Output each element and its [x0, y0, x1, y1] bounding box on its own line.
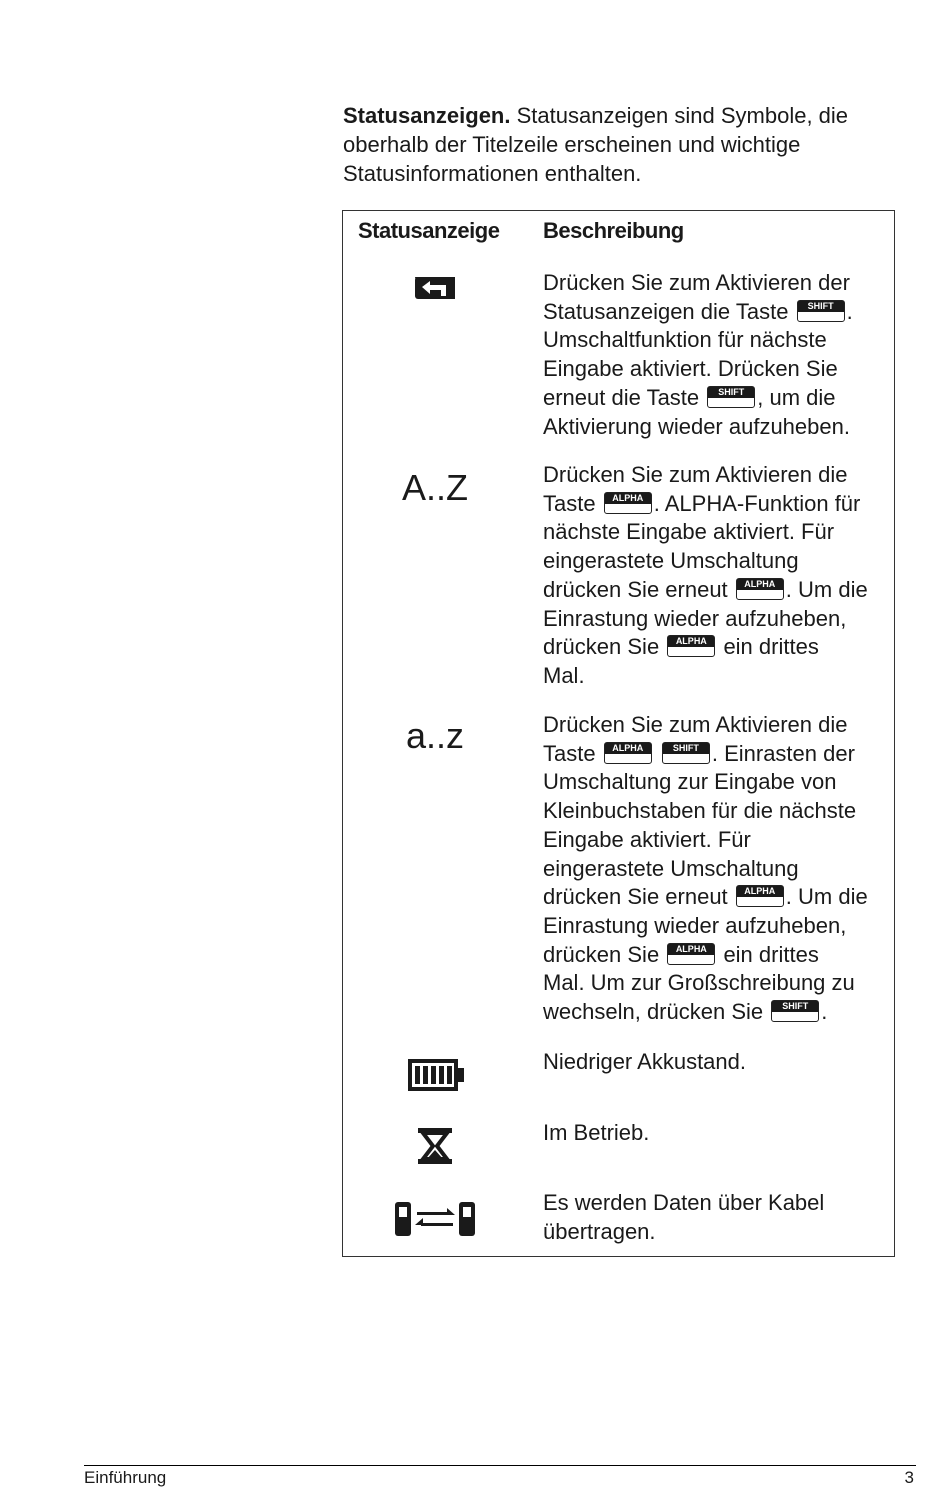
- desc-al-l3: Umschaltung zur Eingabe von: [543, 769, 837, 795]
- alpha-key-label: ALPHA: [612, 492, 644, 503]
- desc-al-l8: Einrastung wieder aufzuheben,: [543, 912, 847, 938]
- desc-busy-text: Im Betrieb.: [543, 1120, 650, 1145]
- desc-al-l1: Drücken Sie zum Aktivieren die: [543, 712, 848, 737]
- header-statusanzeige: Statusanzeige: [358, 218, 500, 243]
- desc-au-l2a: Taste: [543, 490, 596, 516]
- desc-au-l3: nächste Eingabe aktiviert. Für: [543, 519, 835, 545]
- desc-au-l7a: drücken Sie: [543, 634, 660, 660]
- hourglass-icon: [390, 1126, 480, 1166]
- battery-icon: [390, 1056, 480, 1096]
- desc-alpha-upper: [543, 461, 888, 691]
- desc-transfer-l1: Es werden Daten über Kabel: [543, 1190, 825, 1215]
- intro-line3: Statusinformationen enthalten.: [343, 161, 642, 186]
- desc-au-l6: Einrastung wieder aufzuheben,: [543, 605, 847, 631]
- alpha-key-icon: [604, 492, 652, 514]
- alpha-key-icon: [736, 885, 784, 907]
- desc-shift-l3: Umschaltfunktion für nächste: [543, 327, 827, 353]
- desc-au-l7b: ein drittes: [723, 634, 819, 660]
- desc-al-l11b: .: [821, 999, 828, 1025]
- page-number: 3: [904, 1468, 914, 1487]
- alpha-upper-symbol: A..Z: [401, 467, 468, 508]
- desc-shift-l5a: erneut die Taste: [543, 384, 700, 410]
- alpha-key-label: ALPHA: [675, 943, 707, 954]
- desc-shift-l5b: , um die: [757, 384, 836, 410]
- desc-al-l5: Eingabe aktiviert. Für: [543, 826, 751, 852]
- desc-al-l10: Mal. Um zur Großschreibung zu: [543, 970, 855, 996]
- alpha-key-label: ALPHA: [744, 886, 776, 897]
- intro-line1: Statusanzeigen sind Symbole, die: [516, 103, 849, 128]
- alpha-lower-symbol: a..z: [405, 715, 465, 756]
- desc-au-l8: Mal.: [543, 662, 585, 688]
- desc-shift: [543, 269, 888, 441]
- desc-shift-l1: Drücken Sie zum Aktivieren der: [543, 270, 850, 295]
- alpha-key-label: ALPHA: [744, 578, 776, 589]
- desc-al-l7a: drücken Sie erneut: [543, 884, 728, 910]
- shift-key-label: SHIFT: [718, 386, 745, 397]
- desc-al-l9b: ein drittes: [723, 941, 819, 967]
- footer-section: Einführung: [84, 1468, 167, 1487]
- alpha-key-icon: [736, 578, 784, 600]
- shift-key-label: SHIFT: [672, 742, 699, 753]
- desc-au-l5b: . Um die: [785, 576, 868, 602]
- desc-alpha-lower: [543, 711, 888, 1027]
- shift-key-icon: [797, 300, 845, 322]
- header-beschreibung: Beschreibung: [543, 218, 684, 243]
- alpha-key-icon: [604, 742, 652, 764]
- intro-line2: oberhalb der Titelzeile erscheinen und wichtige: [343, 132, 801, 157]
- shift-key-icon: [707, 386, 755, 408]
- desc-al-l9a: drücken Sie: [543, 941, 660, 967]
- desc-al-l6: eingerastete Umschaltung: [543, 855, 799, 881]
- desc-au-l2b: . ALPHA-Funktion für: [653, 490, 861, 516]
- desc-al-l7b: . Um die: [785, 884, 868, 910]
- desc-au-l5a: drücken Sie erneut: [543, 576, 728, 602]
- desc-transfer: [543, 1189, 888, 1246]
- footer-divider: [84, 1465, 916, 1466]
- shift-key-label: SHIFT: [807, 300, 834, 311]
- shift-key-icon: [771, 1000, 819, 1022]
- intro-paragraph: [343, 101, 903, 188]
- alpha-key-icon: [667, 943, 715, 965]
- desc-al-l2b: . Einrasten der: [711, 740, 855, 766]
- desc-shift-l2b: .: [846, 298, 853, 324]
- alpha-key-label: ALPHA: [612, 742, 644, 753]
- desc-shift-l4: Eingabe aktiviert. Drücken Sie: [543, 356, 838, 382]
- desc-au-l4: eingerastete Umschaltung: [543, 548, 799, 574]
- desc-shift-l2a: Statusanzeigen die Taste: [543, 298, 789, 324]
- desc-al-l4: Kleinbuchstaben für die nächste: [543, 798, 857, 824]
- shift-key-icon: [662, 742, 710, 764]
- desc-battery-text: Niedriger Akkustand.: [543, 1049, 746, 1074]
- intro-lead: Statusanzeigen.: [343, 103, 511, 128]
- desc-au-l1: Drücken Sie zum Aktivieren die: [543, 462, 848, 487]
- desc-al-l2a: Taste: [543, 740, 596, 766]
- alpha-key-label: ALPHA: [675, 636, 707, 647]
- desc-busy: [543, 1119, 888, 1148]
- alpha-key-icon: [667, 635, 715, 657]
- data-transfer-icon: [390, 1198, 480, 1242]
- desc-shift-l6: Aktivierung wieder aufzuheben.: [543, 413, 850, 439]
- desc-al-l11a: wechseln, drücken Sie: [543, 999, 764, 1025]
- shift-key-label: SHIFT: [782, 1001, 809, 1012]
- desc-battery: [543, 1048, 888, 1077]
- desc-transfer-l2: übertragen.: [543, 1218, 656, 1244]
- shift-arrow-icon: [390, 272, 480, 308]
